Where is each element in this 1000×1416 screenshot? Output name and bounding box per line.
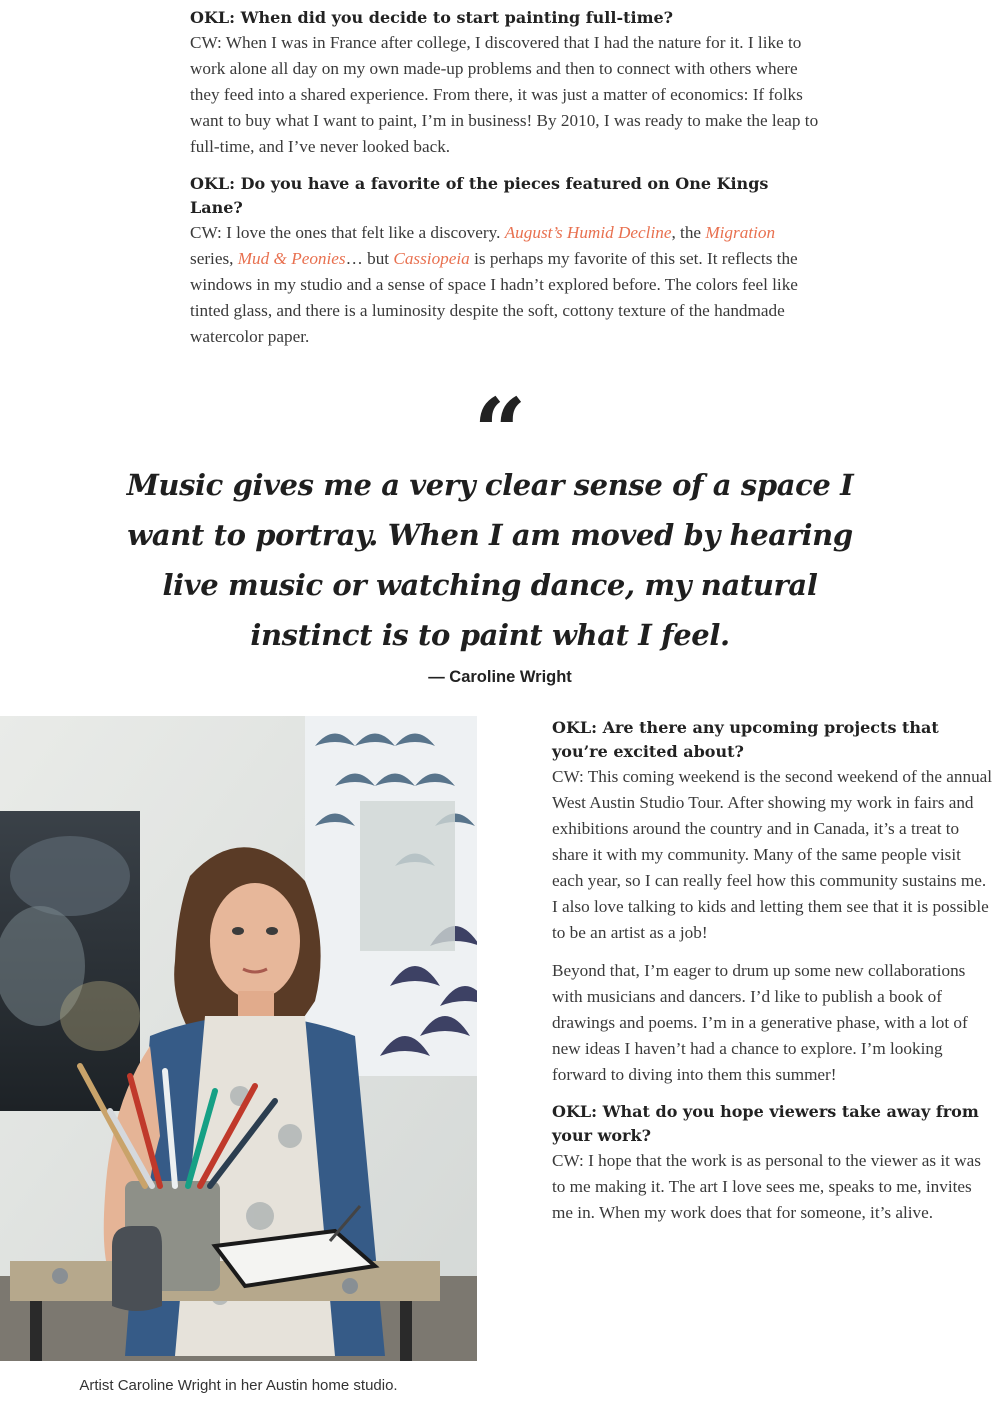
interview-section-right — [552, 716, 994, 1226]
question-heading: OKL: When did you decide to start painting full-time? — [190, 8, 674, 27]
artist-photo-illustration — [0, 716, 477, 1361]
artwork-link-migration[interactable]: Migration — [705, 223, 776, 242]
artwork-link-cassiopeia[interactable]: Cassiopeia — [393, 249, 470, 268]
answer-text: Beyond that, I’m eager to drum up some new collaborations with musicians and dancers. I’d like to publish a book of drawings and poems. I’m in a generative phase, with a lot of new ideas I haven’t had a chance to explore. I’m looking forward to diving into them this summer! — [552, 961, 968, 1084]
answer-text-part: is perhaps my favorite of this set. It reflects the windows in my studio and a sense of space I hadn’t explored before. The colors feel like tinted glass, and there is a luminosity despite the soft, cottony texture of the handmade watercolor paper. — [190, 249, 798, 346]
answer-text: CW: When I was in France after college, I discovered that I had the nature for it. I like to work alone all day on my own made-up problems and then to connect with others where they feed into a shared experience. From there, it was just a matter of economics: If folks want to buy what I want to paint, I’m in business! By 2010, I was ready to make the leap to full-time, and I’ve never looked back. — [190, 33, 819, 156]
question-heading: OKL: Do you have a favorite of the pieces featured on One Kings Lane? — [190, 174, 769, 217]
artwork-link-mud-and-peonies[interactable]: Mud & Peonies — [237, 249, 346, 268]
question-heading: OKL: What do you hope viewers take away from your work? — [552, 1102, 979, 1145]
quote-attribution: — Caroline Wright — [428, 668, 572, 686]
answer-text-part: CW: I love the ones that felt like a discovery. — [190, 223, 505, 242]
qa-block-favorite — [190, 172, 820, 350]
artist-photo — [0, 716, 477, 1361]
quotation-mark-icon: “ — [473, 378, 527, 486]
photo-caption: Artist Caroline Wright in her Austin home studio. — [79, 1377, 398, 1394]
answer-text-part: series, — [190, 249, 238, 268]
interview-section-top — [190, 6, 820, 362]
pull-quote: Music gives me a very clear sense of a space I want to portray. When I am moved by hearing live music or watching dance, my natural instinct is to paint what I feel. — [126, 468, 854, 652]
answer-text — [190, 220, 820, 350]
answer-text: CW: This coming weekend is the second weekend of the annual West Austin Studio Tour. After showing my work in fairs and exhibitions around the country and in Canada, it’s a treat to share it with my community. Many of the same people visit each year, so I can really feel how this community sustains me. I also love talking to kids and letting them see that it is possible to be an artist as a job! — [552, 767, 993, 942]
answer-text-part: … but — [345, 249, 394, 268]
artwork-link-augusts-humid-decline[interactable]: August’s Humid Decline — [504, 223, 672, 242]
answer-text: CW: I hope that the work is as personal to the viewer as it was to me making it. The art I love sees me, speaks to me, invites me in. When my work does that for someone, it’s alive. — [552, 1151, 981, 1222]
qa-block-fulltime — [190, 6, 820, 160]
question-heading: OKL: Are there any upcoming projects that you’re excited about? — [552, 718, 939, 761]
answer-text-part: , the — [671, 223, 706, 242]
